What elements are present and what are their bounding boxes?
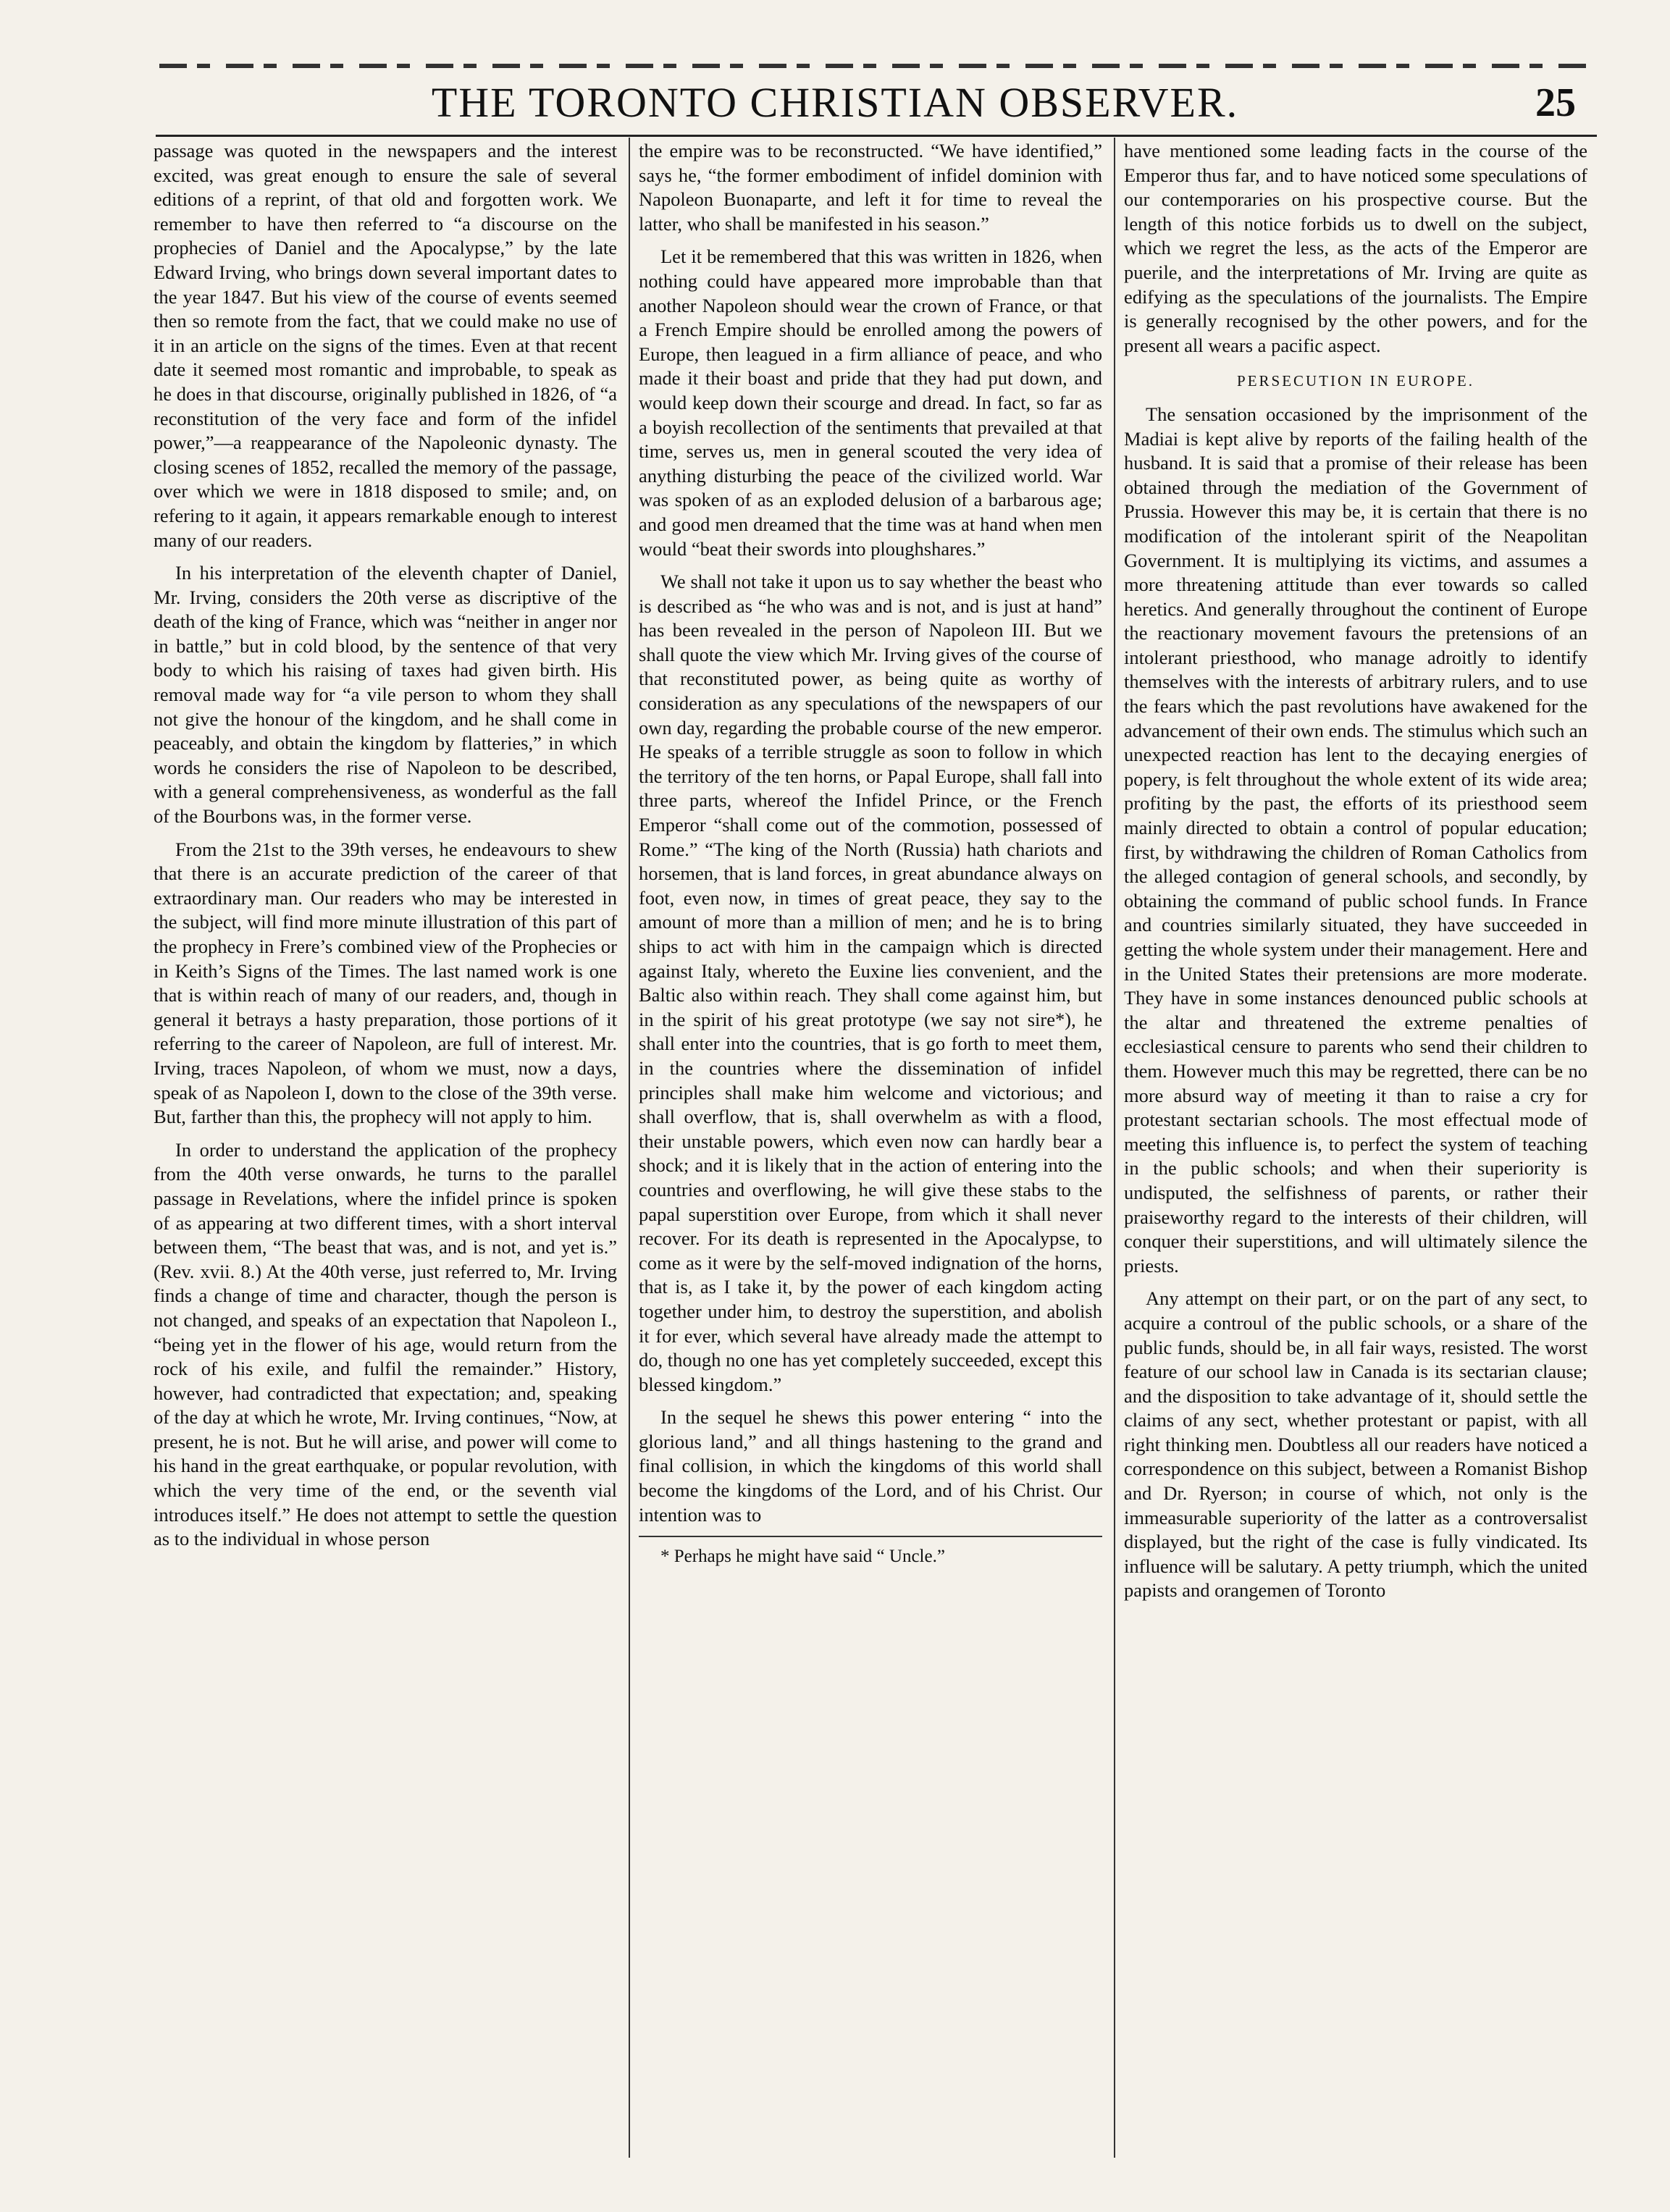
top-decorative-rule: [159, 64, 1593, 68]
column-2: [639, 139, 1102, 2188]
paragraph: In the sequel he shews this power entering “ into the glorious land,” and all things hastening to the grand and final collision, in which the kingdoms of this world shall become the kingdoms of the Lord, and of his Christ. Our intention was to: [639, 1406, 1102, 1526]
page-number: 25: [1535, 80, 1576, 125]
paragraph: From the 21st to the 39th verses, he endeavours to shew that there is an accurate prediction of the career of that extraordinary man. Our readers who may be interested in the subject, will find more minute illustration of this part of the prophecy in Frere’s combined view of the Prophecies or in Keith’s Signs of the Times. The last named work is one that is within reach of many of our readers, and, though in general it betrays a hasty preparation, those portions of it referring to the career of Napoleon, are full of interest. Mr. Irving, traces Napoleon, of whom we must, now a days, speak of as Napoleon I, down to the close of the 39th verse. But, farther than this, the prophecy will not apply to him.: [154, 838, 617, 1128]
paragraph: passage was quoted in the newspapers and the interest excited, was great enough to ensure the sale of several editions of a reprint, of that old and forgotten work. We remember to have then referred to “a discourse on the prophecies of Daniel and the Apocalypse,” by the late Edward Irving, who brings down several important dates to the year 1847. But his view of the course of events seemed then so remote from the fact, that we could make no use of it in an article on the signs of the times. Even at that recent date it seemed most romantic and improbable, to speak as he does in that discourse, originally published in 1826, of “a reconstitution of the very face and form of the infidel power,”—a reappearance of the Napoleonic dynasty. The closing scenes of 1852, recalled the memory of the passage, over which we were in 1818 disposed to smile; and, on refering to it again, it appears remarkable enough to interest many of our readers.: [154, 140, 617, 551]
section-heading: PERSECUTION IN EUROPE.: [1237, 372, 1474, 390]
footnote-rule: [639, 1536, 1102, 1537]
footnote: * Perhaps he might have said “ Uncle.”: [660, 1547, 945, 1567]
paragraph: In his interpretation of the eleventh chapter of Daniel, Mr. Irving, considers the 20th verse as discriptive of the death of the king of France, which was “neither in anger nor in battle,” but in cold blood, by the sentence of that very body to which his raising of taxes had given birth. His removal made way for “a vile person to whom they shall not give the honour of the kingdom, and he shall come in peaceably, and obtain the kingdom by flatteries,” in which words he considers the rise of Napoleon to be described, with a general comprehensiveness, as wonderful as the fall of the Bourbons was, in the former verse.: [154, 562, 617, 828]
column-divider: [629, 138, 630, 2158]
masthead-title: THE TORONTO CHRISTIAN OBSERVER.: [431, 79, 1239, 126]
paragraph: have mentioned some leading facts in the course of the Emperor thus far, and to have noticed some speculations of our contemporaries on his prospective course. But the length of this notice forbids us to dwell on the subject, which we regret the less, as the acts of the Emperor are puerile, and the interpretations of Mr. Irving are quite as edifying as the speculations of the journalists. The Empire is generally recognised by the other powers, and for the present all wears a pacific aspect.: [1124, 140, 1587, 356]
column-3: [1124, 139, 1587, 2188]
masthead-rule: [156, 135, 1597, 137]
column-divider: [1114, 138, 1115, 2158]
paragraph: We shall not take it upon us to say whether the beast who is described as “he who was and is not, and is just at hand” has been revealed in the person of Napoleon III. But we shall quote the view which Mr. Irving gives of the course of that reconstituted power, as being quite as worthy of consideration as any speculations of the newspapers of our own day, regarding the probable course of the new emperor. He speaks of a terrible struggle as soon to follow in which the territory of the ten horns, or Papal Europe, shall fall into three parts, whereof the Infidel Prince, or the French Emperor “shall come out of the commotion, possessed of Rome.” “The king of the North (Russia) hath chariots and horsemen, that is land forces, in great abundance always on foot, even now, in times of great peace, they say to the amount of more than a million of men; and he is to bring ships to act with him in the campaign which is directed against Italy, whereto the Euxine lies convenient, and the Baltic also within reach. They shall come against him, but in the spirit of his great prototype (we say not sire*), he shall enter into the countries, that is go forth to meet them, in the countries where the dissemination of infidel principles shall make him welcome and victorious; and shall overflow, that is, shall overwhelm as with a flood, their unstable powers, which even now can hardly bear a shock; and it is likely that in the action of entering into the countries and overflowing, he will give these stabs to the papal superstition over Europe, from which it shall never recover. For its death is represented in the Apocalypse, to come as it were by the self-moved indignation of the horns, that is, as I take it, by the power of each kingdom acting together under him, to destroy the superstition, and abolish it for ever, which several have already made the attempt to do, though no one has yet completely succeeded, except this blessed kingdom.”: [639, 571, 1102, 1395]
paragraph: In order to understand the application of the prophecy from the 40th verse onwards, he turns to the parallel passage in Revelations, where the infidel prince is spoken of as appearing at two different times, with a short interval between them, “The beast that was, and is not, and yet is.” (Rev. xvii. 8.) At the 40th verse, just referred to, Mr. Irving finds a change of time and character, though the person is not changed, and speaks of an expectation that Napoleon I., “being yet in the flower of his age, would return from the rock of his exile, and fulfil the remainder.” History, however, had contradicted that expectation; and, speaking of the day at which he wrote, Mr. Irving continues, “Now, at present, he is not. But he will arise, and power will come to his hand in the great earthquake, or popular revolution, with which the very time of the end, or the seventh vial introduces itself.” He does not attempt to settle the question as to the individual in whose person: [154, 1138, 617, 1550]
column-1: [154, 139, 617, 2188]
paragraph: The sensation occasioned by the imprisonment of the Madiai is kept alive by reports of the failing health of the husband. It is said that a promise of their release has been obtained through the mediation of the Government of Prussia. However this may be, it is certain that there is no modification of the intolerant spirit of the Neapolitan Government. It is multiplying its victims, and assumes a more threatening attitude than ever towards so called heretics. And generally throughout the continent of Europe the reactionary movement favours the pretensions of an intolerant priesthood, who manage adroitly to identify themselves with the interests of arbitrary rulers, and to use the fears which the past revolutions have awakened for the advancement of their own ends. The stimulus which such an unexpected reaction has lent to the decaying energies of popery, is felt throughout the whole extent of its wide area; profiting by the past, the efforts of its priesthood seem mainly directed to obtain a control of popular education; first, by withdrawing the children of Roman Catholics from the alleged contagion of general schools, and secondly, by obtaining the command of public school funds. In France and countries similarly situated, they have succeeded in getting the whole system under their management. Here and in the United States their pretensions are more moderate. They have in some instances denounced public schools at the altar and threatened the extreme penalties of ecclesiastical censure to parents who send their children to them. However much this may be regretted, there can be no more absurd way of meeting it than to raise a cry for protestant sectarian schools. The most effectual mode of meeting this influence is, to perfect the system of teaching in the public schools; and when their superiority is undisputed, the selfishness of parents, or rather their praiseworthy regard to the interests of their children, will conquer their superstitions, and will ultimately silence the priests.: [1124, 403, 1587, 1277]
paragraph: the empire was to be reconstructed. “We have identified,” says he, “the former embodiment of infidel dominion with Napoleon Buonaparte, and left it for time to reveal the latter, who shall be manifested in his season.”: [639, 140, 1102, 235]
paragraph: Let it be remembered that this was written in 1826, when nothing could have appeared more improbable than that another Napoleon should wear the crown of France, or that a French Empire should be enrolled among the powers of Europe, then leagued in a firm alliance of peace, and who made it their boast and pride that they had put down, and would keep down their scourge and dread. In fact, so far as a boyish recollection of the sentiments that prevailed at that time, serves us, men in general scouted the very idea of anything disturbing the peace of the civilized world. War was spoken of as an exploded delusion of a barbarous age; and good men dreamed that the time was at hand when men would “beat their swords into ploughshares.”: [639, 245, 1102, 560]
paragraph: Any attempt on their part, or on the part of any sect, to acquire a controul of the public schools, or a share of the public funds, should be, in all fair ways, resisted. The worst feature of our school law in Canada is its sectarian clause; and the disposition to take advantage of it, should settle the claims of any sect, whether protestant or papist, with all right thinking men. Doubtless all our readers have noticed a correspondence on this subject, between a Romanist Bishop and Dr. Ryerson; in course of which, not only is the immeasurable superiority of the latter as a controversalist displayed, but the right of the case is fully vindicated. Its influence will be salutary. A petty triumph, which the united papists and orangemen of Toronto: [1124, 1287, 1587, 1602]
